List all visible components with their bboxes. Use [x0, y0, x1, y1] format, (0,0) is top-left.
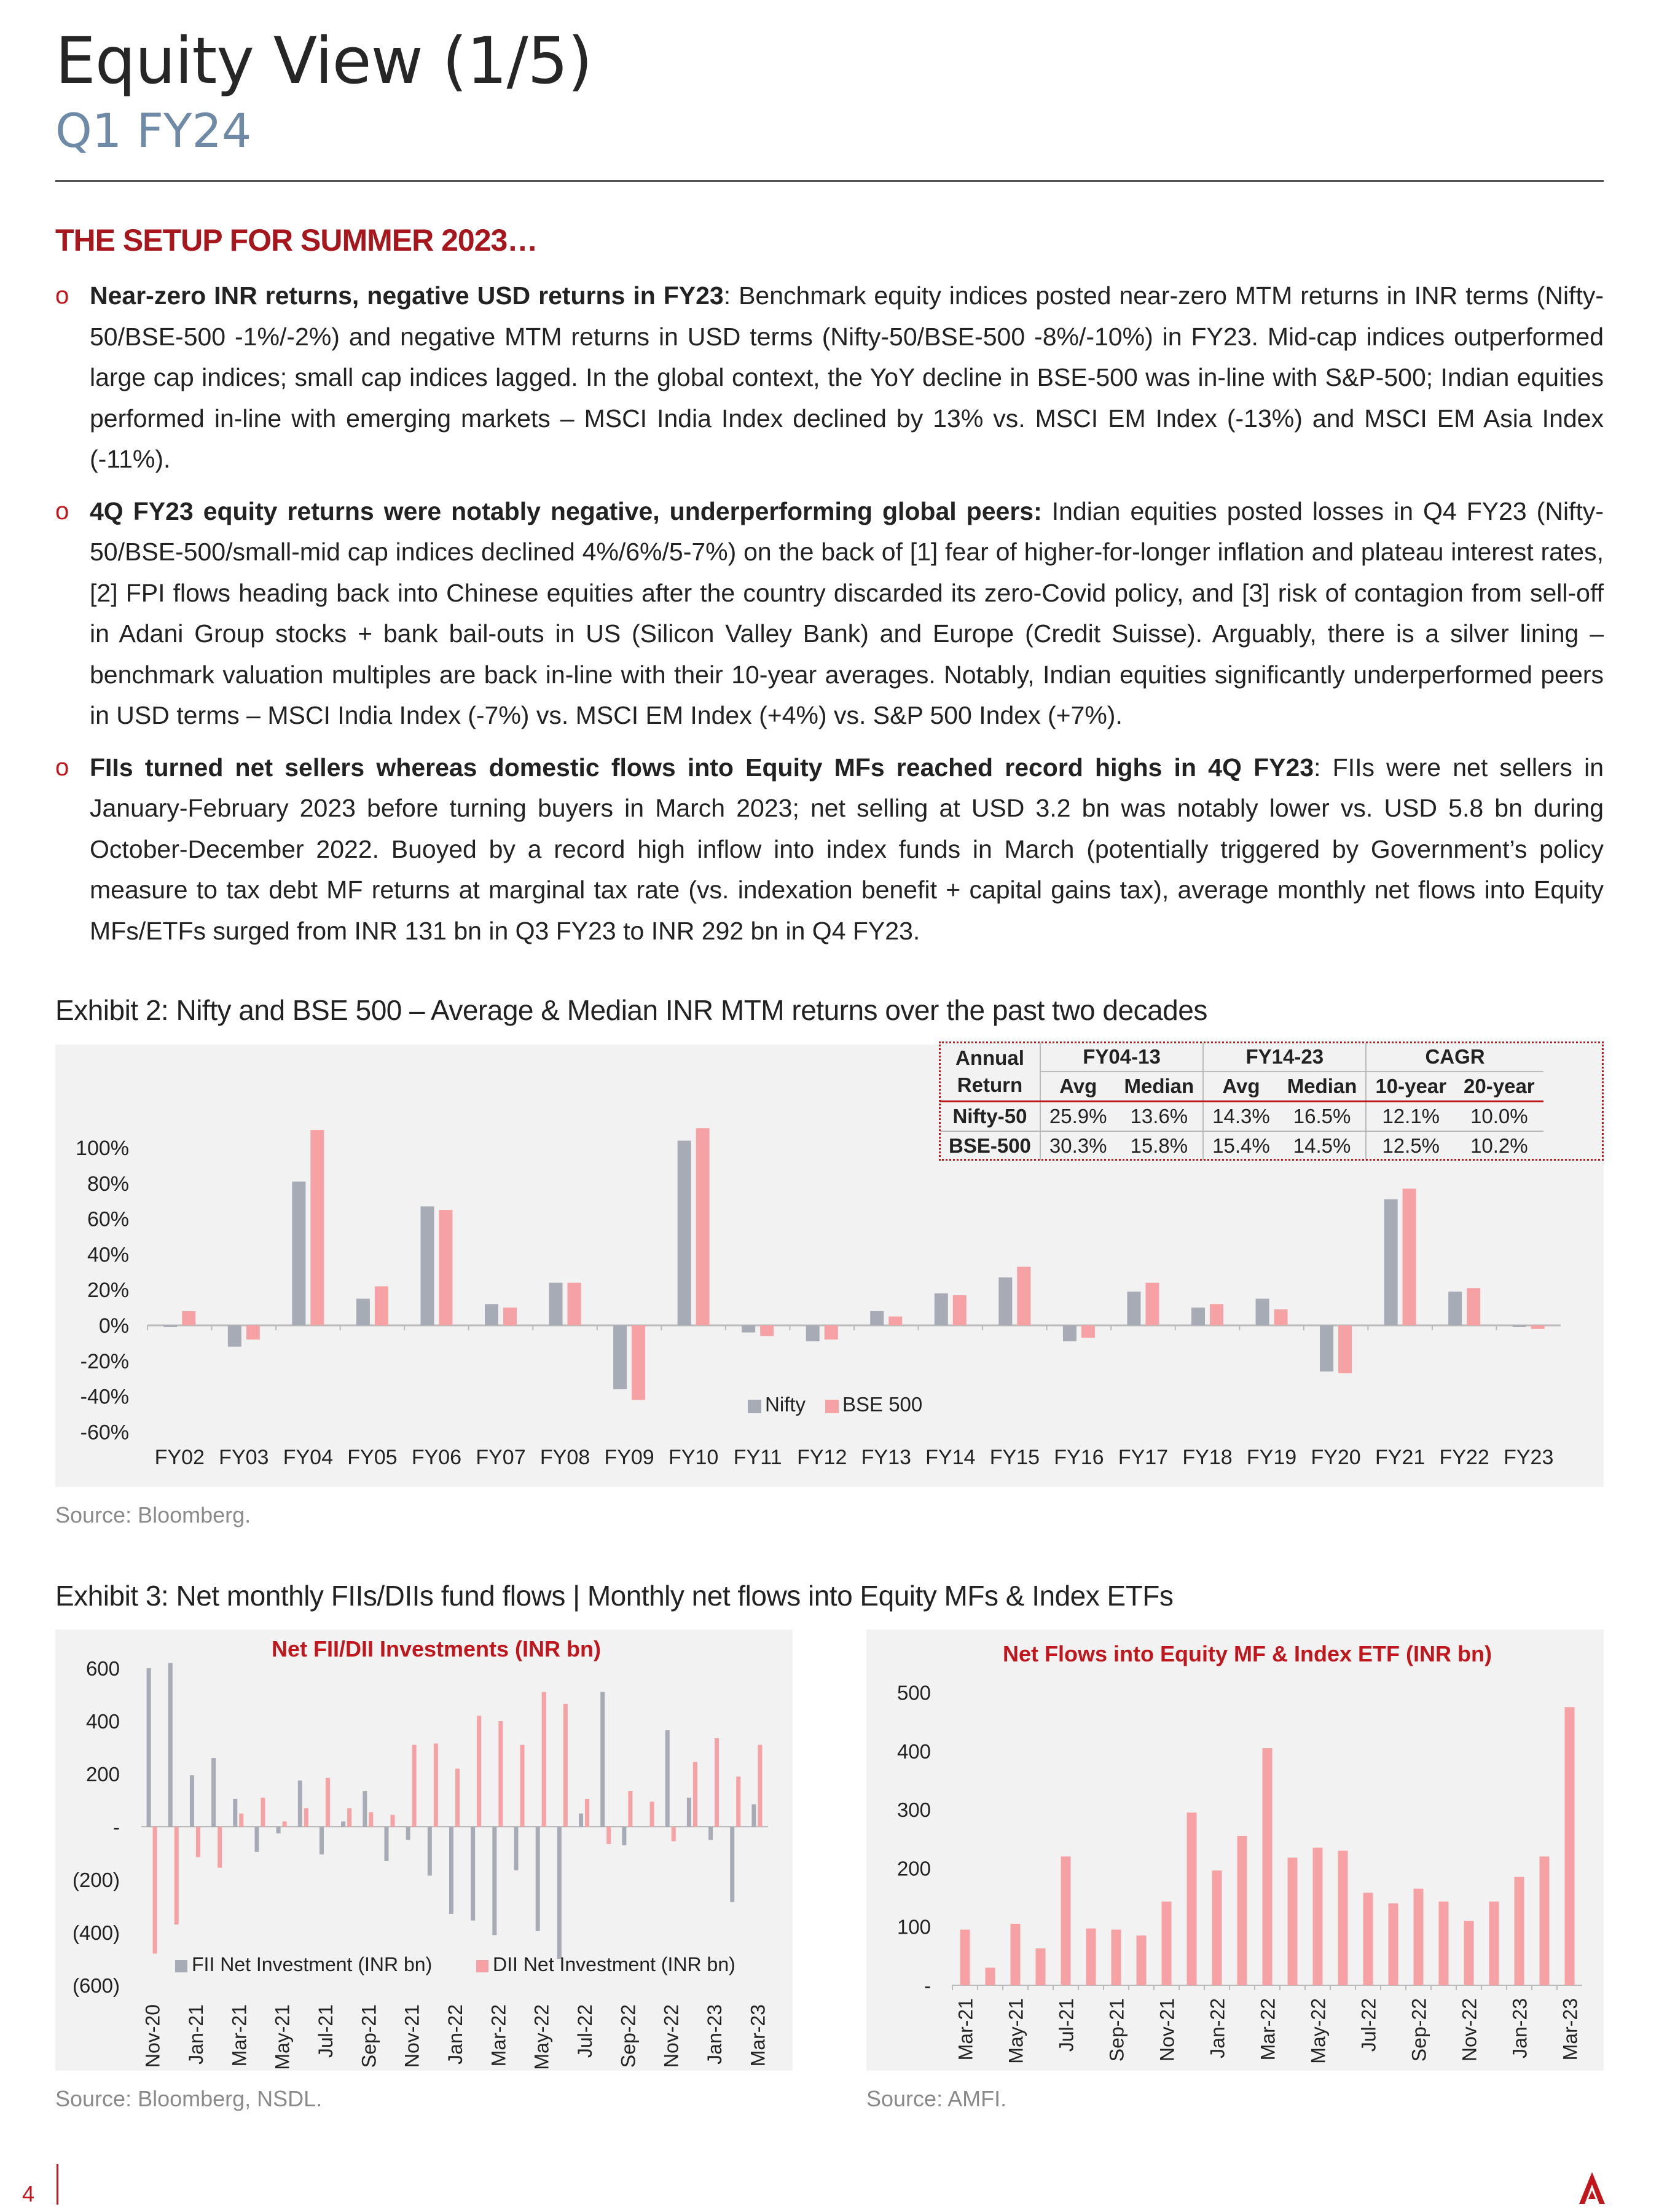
- bar-bse500: [1531, 1325, 1545, 1329]
- y-tick-label: 200: [85, 1763, 120, 1786]
- fii-dii-bar-chart: [55, 1630, 793, 2071]
- x-tick-label: FY03: [219, 1446, 269, 1469]
- x-tick-label: FY22: [1439, 1446, 1489, 1469]
- table-cell: 30.3%: [1049, 1134, 1107, 1157]
- table-cell: 10.2%: [1470, 1134, 1528, 1157]
- bar-fii: [751, 1804, 756, 1827]
- bar-fii: [363, 1791, 367, 1827]
- chart-title: Net FII/DII Investments (INR bn): [271, 1636, 602, 1661]
- bar-nifty: [420, 1206, 434, 1325]
- bar-bse500: [888, 1317, 902, 1325]
- x-tick-label: FY23: [1504, 1446, 1554, 1469]
- bar-nifty: [485, 1304, 498, 1325]
- bar-mf-etf-flow: [1162, 1902, 1172, 1985]
- bar-dii: [175, 1827, 179, 1924]
- bullet-marker: o: [55, 282, 69, 309]
- bar-fii: [190, 1775, 194, 1827]
- bar-fii: [276, 1827, 281, 1834]
- bullet-lead: 4Q FY23 equity returns were notably negative, underperforming global peers:: [90, 496, 1042, 525]
- bar-nifty: [806, 1325, 820, 1341]
- x-tick-label: Sep-21: [358, 2004, 380, 2068]
- table-corner: [940, 1043, 1040, 1102]
- bar-fii: [687, 1798, 691, 1827]
- x-tick-label: Nov-21: [1156, 1998, 1179, 2062]
- x-tick-label: May-21: [271, 2004, 294, 2070]
- legend-swatch-bse500: [825, 1400, 839, 1413]
- exhibit3-left-panel: [55, 1630, 793, 2071]
- x-tick-label: FY15: [989, 1446, 1040, 1469]
- table-cell: 16.5%: [1279, 1102, 1367, 1132]
- bar-mf-etf-flow: [960, 1929, 970, 1985]
- bar-dii: [542, 1692, 546, 1827]
- x-tick-label: Jan-21: [184, 2004, 207, 2065]
- exhibit3-right-panel: [866, 1630, 1604, 2071]
- bar-mf-etf-flow: [1137, 1936, 1147, 1985]
- x-tick-label: Jan-22: [1206, 1998, 1229, 2058]
- bar-dii: [672, 1827, 676, 1841]
- bar-fii: [211, 1758, 216, 1827]
- table-row: [940, 1131, 1543, 1160]
- bar-fii: [428, 1827, 432, 1876]
- exhibit3-source-left: Source: Bloomberg, NSDL.: [55, 2086, 323, 2111]
- bar-bse500: [568, 1283, 581, 1325]
- bar-nifty: [678, 1140, 691, 1325]
- bar-nifty: [613, 1325, 627, 1389]
- table-group-head: FY14-23: [1203, 1043, 1366, 1072]
- bar-mf-etf-flow: [1288, 1857, 1298, 1985]
- bar-nifty: [1320, 1325, 1333, 1371]
- bar-fii: [492, 1827, 496, 1935]
- table-cell: 15.8%: [1115, 1131, 1203, 1160]
- bar-bse500: [1467, 1288, 1480, 1325]
- bar-mf-etf-flow: [1086, 1929, 1096, 1985]
- bar-fii: [514, 1827, 519, 1870]
- bar-nifty: [935, 1293, 948, 1325]
- bullet-lead: FIIs turned net sellers whereas domestic flows into Equity MFs reached record highs in 4Q FY23: [90, 753, 1314, 782]
- bar-mf-etf-flow: [1540, 1856, 1550, 1985]
- bar-bse500: [1017, 1267, 1030, 1325]
- bar-fii: [579, 1814, 583, 1827]
- bar-nifty: [998, 1277, 1012, 1325]
- bar-nifty: [163, 1325, 177, 1327]
- table-subhead: 20-year: [1464, 1075, 1535, 1097]
- x-tick-label: FY13: [861, 1446, 911, 1469]
- bar-nifty: [1063, 1325, 1077, 1341]
- bar-bse500: [503, 1308, 517, 1325]
- bar-bse500: [1403, 1188, 1416, 1325]
- x-tick-label: FY05: [347, 1446, 398, 1469]
- bar-bse500: [696, 1128, 710, 1325]
- x-tick-label: May-22: [1307, 1998, 1330, 2064]
- bar-fii: [168, 1663, 173, 1827]
- bar-dii: [606, 1827, 611, 1844]
- bar-bse500: [1274, 1309, 1288, 1325]
- x-tick-label: Jul-22: [574, 2004, 597, 2058]
- x-tick-label: FY04: [283, 1446, 333, 1469]
- section-heading: THE SETUP FOR SUMMER 2023…: [55, 223, 538, 257]
- x-tick-label: FY06: [411, 1446, 462, 1469]
- bullet-lead: Near-zero INR returns, negative USD returns in FY23: [90, 281, 724, 310]
- bar-mf-etf-flow: [1414, 1889, 1424, 1985]
- table-cell: 14.5%: [1279, 1131, 1367, 1160]
- bullet-marker: o: [55, 753, 69, 781]
- bar-mf-etf-flow: [1061, 1856, 1071, 1985]
- x-tick-label: FY19: [1246, 1446, 1297, 1469]
- table-cell: 12.5%: [1382, 1134, 1440, 1157]
- bar-mf-etf-flow: [1313, 1848, 1323, 1985]
- table-row-label: BSE-500: [940, 1131, 1040, 1160]
- bar-dii: [239, 1814, 243, 1827]
- bar-bse500: [760, 1325, 774, 1336]
- bar-bse500: [246, 1325, 260, 1339]
- y-tick-label: 0%: [98, 1314, 129, 1338]
- bar-dii: [693, 1762, 697, 1827]
- bar-dii: [261, 1798, 265, 1827]
- table-cell: 13.6%: [1115, 1102, 1203, 1132]
- x-tick-label: Mar-22: [487, 2004, 510, 2067]
- exhibit2-title: Exhibit 2: Nifty and BSE 500 – Average & Median INR MTM returns over the past two decades: [55, 994, 1207, 1026]
- y-tick-label: (200): [72, 1869, 120, 1891]
- y-tick-label: 300: [896, 1798, 931, 1822]
- y-tick-label: 80%: [87, 1172, 129, 1196]
- bar-dii: [585, 1799, 589, 1827]
- legend-swatch-fii: [175, 1960, 187, 1972]
- x-tick-label: FY02: [154, 1446, 205, 1469]
- legend-label-dii: DII Net Investment (INR bn): [493, 1953, 735, 1975]
- legend-swatch-nifty: [748, 1400, 761, 1413]
- x-tick-label: Jul-22: [1357, 1998, 1380, 2052]
- bar-dii: [347, 1808, 351, 1827]
- bar-dii: [628, 1791, 632, 1827]
- bar-fii: [298, 1781, 302, 1827]
- x-tick-label: Mar-21: [954, 1998, 977, 2061]
- bullet-text: Indian equities posted losses in Q4 FY23 (Nifty-50/BSE-500/small-mid cap indices declined 4%/6%/5-7%) on the back of [1] fear of higher-for-longer inflation and plateau interest rates, [2] FPI flows heading back into Chinese equities after the country discarded its zero-Covid policy, and [3] risk of contagion from sell-off in Adani Group stocks + bank bail-outs in US (Silicon Valley Bank) and Europe (Credit Suisse). Arguably, there is a silver lining – benchmark valuation multiples are back in-line with their 10-year averages. Notably, Indian equities significantly underperformed peers in USD terms – MSCI India Index (-7%) vs. MSCI EM Index (+4%) vs. S&P 500 Index (+7%).: [90, 496, 1604, 729]
- exhibit3-title: Exhibit 3: Net monthly FIIs/DIIs fund flows | Monthly net flows into Equity MFs & Index ETFs: [55, 1580, 1174, 1612]
- y-tick-label: 400: [896, 1739, 931, 1763]
- bar-fii: [471, 1827, 475, 1921]
- bar-mf-etf-flow: [1036, 1948, 1046, 1985]
- bar-fii: [622, 1827, 626, 1845]
- bar-dii: [196, 1827, 200, 1857]
- bar-dii: [390, 1815, 394, 1827]
- bar-dii: [304, 1808, 308, 1827]
- bar-mf-etf-flow: [1389, 1904, 1398, 1985]
- bar-nifty: [292, 1182, 305, 1325]
- bar-mf-etf-flow: [1237, 1836, 1247, 1985]
- x-tick-label: FY12: [797, 1446, 847, 1469]
- bar-fii: [665, 1730, 670, 1827]
- x-tick-label: FY09: [604, 1446, 654, 1469]
- bullet-item: [55, 747, 1604, 952]
- bar-dii: [326, 1778, 330, 1827]
- table-row-label: Nifty-50: [940, 1102, 1040, 1132]
- x-tick-label: May-22: [530, 2004, 553, 2070]
- bullet-list: [55, 275, 1604, 962]
- table-subhead: Median: [1279, 1072, 1367, 1102]
- bar-nifty: [1256, 1299, 1269, 1325]
- y-tick-label: 60%: [87, 1207, 129, 1231]
- bar-bse500: [375, 1286, 388, 1325]
- bar-nifty: [1127, 1292, 1140, 1325]
- x-tick-label: Nov-20: [141, 2004, 164, 2068]
- x-tick-label: Jan-23: [704, 2004, 726, 2065]
- x-tick-label: FY11: [733, 1446, 782, 1469]
- x-tick-label: Mar-23: [747, 2004, 769, 2067]
- bar-bse500: [439, 1210, 452, 1325]
- x-tick-label: FY16: [1054, 1446, 1104, 1469]
- bar-dii: [434, 1744, 438, 1827]
- bar-fii: [384, 1827, 388, 1861]
- bar-dii: [736, 1776, 740, 1827]
- bar-dii: [369, 1812, 373, 1827]
- exhibit2-source: Source: Bloomberg.: [55, 1502, 251, 1528]
- table-subhead: 10-year: [1375, 1075, 1447, 1097]
- bar-mf-etf-flow: [1011, 1924, 1021, 1985]
- table-corner-line: Return: [957, 1073, 1023, 1096]
- chart-title: Net Flows into Equity MF & Index ETF (INR bn): [1003, 1641, 1492, 1666]
- x-tick-label: Nov-21: [401, 2004, 423, 2068]
- table-cell: 14.3%: [1212, 1105, 1270, 1128]
- bar-mf-etf-flow: [986, 1967, 995, 1985]
- bar-mf-etf-flow: [1212, 1870, 1222, 1985]
- table-group-head: CAGR: [1366, 1043, 1543, 1072]
- bullet-text: : FIIs were net sellers in January-February 2023 before turning buyers in March 2023; net selling at USD 3.2 bn was notably lower vs. USD 5.8 bn during October-December 2022. Buoyed by a record high inflow into index funds in March (potentially triggered by Government’s policy measure to tax debt MF returns at marginal tax rate (vs. indexation benefit + capital gains tax), average monthly net flows into Equity MFs/ETFs surged from INR 131 bn in Q3 FY23 to INR 292 bn in Q4 FY23.: [90, 753, 1604, 945]
- x-tick-label: FY21: [1375, 1446, 1426, 1469]
- bullet-text: : Benchmark equity indices posted near-zero MTM returns in INR terms (Nifty-50/BSE-500 -1%/-2%) and negative MTM returns in USD terms (Nifty-50/BSE-500 -8%/-10%) in FY23. Mid-cap indices outperformed large cap indices; small cap indices lagged. In the global context, the YoY decline in BSE-500 was in-line with S&P-500; Indian equities performed in-line with emerging markets – MSCI India Index declined by 13% vs. MSCI EM Index (-13%) and MSCI EM Asia Index (-11%).: [90, 281, 1604, 473]
- x-tick-label: Nov-22: [1458, 1998, 1481, 2062]
- bullet-item: [55, 275, 1604, 480]
- y-tick-label: 40%: [87, 1243, 129, 1267]
- y-tick-label: 200: [896, 1857, 931, 1880]
- brand-logo-icon: [1579, 2172, 1605, 2204]
- bar-bse500: [182, 1311, 195, 1325]
- legend-label-bse500: BSE 500: [842, 1393, 923, 1416]
- bar-dii: [218, 1827, 222, 1868]
- x-tick-label: FY10: [669, 1446, 719, 1469]
- bar-fii: [320, 1827, 324, 1854]
- bar-dii: [455, 1768, 460, 1827]
- y-tick-label: -60%: [80, 1421, 129, 1445]
- bar-dii: [498, 1721, 503, 1827]
- x-tick-label: FY08: [539, 1446, 590, 1469]
- y-tick-label: -: [113, 1816, 120, 1838]
- x-tick-label: FY17: [1118, 1446, 1169, 1469]
- bar-mf-etf-flow: [1489, 1902, 1499, 1985]
- x-tick-label: Jan-23: [1508, 1998, 1531, 2058]
- table-cell: 10.0%: [1470, 1105, 1528, 1128]
- bar-nifty: [1448, 1292, 1462, 1325]
- bar-fii: [147, 1668, 151, 1827]
- x-tick-label: Jul-21: [1055, 1998, 1078, 2052]
- bar-dii: [650, 1802, 654, 1827]
- table-subhead: Avg: [1222, 1075, 1260, 1097]
- x-tick-label: FY14: [925, 1446, 976, 1469]
- x-tick-label: FY20: [1311, 1446, 1361, 1469]
- x-tick-label: Mar-21: [228, 2004, 251, 2067]
- bar-bse500: [1210, 1304, 1223, 1325]
- table-cell: 15.4%: [1212, 1134, 1270, 1157]
- table-cell: 12.1%: [1382, 1105, 1440, 1128]
- page-number: 4: [22, 2181, 35, 2206]
- returns-stats-table: [940, 1043, 1543, 1160]
- x-tick-label: FY18: [1182, 1446, 1233, 1469]
- title-divider: [55, 180, 1604, 182]
- bar-mf-etf-flow: [1263, 1748, 1273, 1985]
- x-tick-label: Mar-22: [1257, 1998, 1279, 2061]
- y-tick-label: (400): [72, 1921, 120, 1944]
- bar-nifty: [1191, 1308, 1205, 1325]
- bar-dii: [520, 1745, 525, 1827]
- bar-fii: [730, 1827, 734, 1902]
- x-tick-label: Mar-23: [1559, 1998, 1582, 2061]
- bar-bse500: [1081, 1325, 1095, 1338]
- y-tick-label: (600): [72, 1974, 120, 1997]
- legend-label-nifty: Nifty: [765, 1393, 806, 1416]
- x-tick-label: Sep-21: [1105, 1998, 1128, 2062]
- bar-mf-etf-flow: [1439, 1902, 1449, 1985]
- bar-fii: [557, 1827, 562, 1959]
- bar-nifty: [1384, 1199, 1398, 1325]
- bar-mf-etf-flow: [1363, 1892, 1373, 1985]
- bar-nifty: [870, 1311, 884, 1325]
- bar-nifty: [228, 1325, 241, 1347]
- bar-bse500: [632, 1325, 645, 1400]
- bar-mf-etf-flow: [1464, 1921, 1474, 1985]
- bar-dii: [758, 1745, 762, 1827]
- y-tick-label: 100: [896, 1915, 931, 1939]
- page-title: Equity View (1/5): [55, 23, 592, 98]
- bar-fii: [536, 1827, 540, 1931]
- bar-fii: [341, 1821, 345, 1827]
- bar-dii: [283, 1821, 287, 1827]
- bar-fii: [708, 1827, 713, 1840]
- y-tick-label: -20%: [80, 1349, 129, 1373]
- bar-fii: [254, 1827, 259, 1852]
- bar-dii: [477, 1716, 481, 1827]
- mf-etf-flows-bar-chart: [866, 1630, 1604, 2071]
- x-tick-label: Sep-22: [617, 2004, 640, 2068]
- bar-mf-etf-flow: [1187, 1813, 1197, 1985]
- bar-bse500: [953, 1295, 967, 1325]
- bar-fii: [600, 1692, 605, 1827]
- page-number-bar: [57, 2164, 58, 2205]
- bar-mf-etf-flow: [1515, 1877, 1524, 1985]
- bar-bse500: [825, 1325, 838, 1339]
- legend-label-fii: FII Net Investment (INR bn): [192, 1953, 433, 1975]
- table-cell: 25.9%: [1049, 1105, 1107, 1128]
- bar-bse500: [1145, 1283, 1159, 1325]
- table-subhead: Avg: [1059, 1075, 1097, 1097]
- bar-nifty: [1513, 1325, 1526, 1327]
- bar-mf-etf-flow: [1112, 1929, 1121, 1985]
- bar-dii: [715, 1738, 719, 1827]
- x-tick-label: FY07: [476, 1446, 526, 1469]
- y-tick-label: -40%: [80, 1385, 129, 1409]
- bullet-item: [55, 491, 1604, 736]
- bar-mf-etf-flow: [1338, 1851, 1348, 1985]
- x-tick-label: May-21: [1005, 1998, 1027, 2064]
- y-tick-label: 100%: [76, 1137, 129, 1160]
- x-tick-label: Jan-22: [444, 2004, 466, 2065]
- y-tick-label: 600: [85, 1657, 120, 1680]
- page-subtitle: Q1 FY24: [55, 103, 252, 158]
- table-subhead: Median: [1115, 1072, 1203, 1102]
- bar-fii: [406, 1827, 410, 1840]
- bar-nifty: [742, 1325, 755, 1333]
- x-tick-label: Jul-21: [314, 2004, 337, 2058]
- bullet-marker: o: [55, 497, 69, 525]
- bar-dii: [563, 1704, 568, 1827]
- bar-bse500: [1338, 1325, 1352, 1373]
- bar-nifty: [356, 1299, 370, 1325]
- bar-mf-etf-flow: [1565, 1707, 1575, 1985]
- table-corner-line: Annual: [955, 1046, 1024, 1069]
- y-tick-label: 400: [85, 1710, 120, 1733]
- exhibit3-source-right: Source: AMFI.: [866, 2086, 1007, 2111]
- x-tick-label: Sep-22: [1408, 1998, 1430, 2062]
- bar-dii: [412, 1745, 417, 1827]
- table-row: [940, 1102, 1543, 1132]
- table-group-head: FY04-13: [1040, 1043, 1203, 1072]
- bar-fii: [233, 1799, 237, 1827]
- legend-swatch-dii: [476, 1960, 488, 1972]
- y-tick-label: 500: [896, 1681, 931, 1704]
- y-tick-label: 20%: [87, 1279, 129, 1303]
- x-tick-label: Nov-22: [660, 2004, 683, 2068]
- bar-dii: [153, 1827, 157, 1953]
- bar-bse500: [310, 1130, 324, 1325]
- bar-nifty: [549, 1283, 563, 1325]
- y-tick-label: -: [924, 1974, 931, 1997]
- bar-fii: [449, 1827, 453, 1914]
